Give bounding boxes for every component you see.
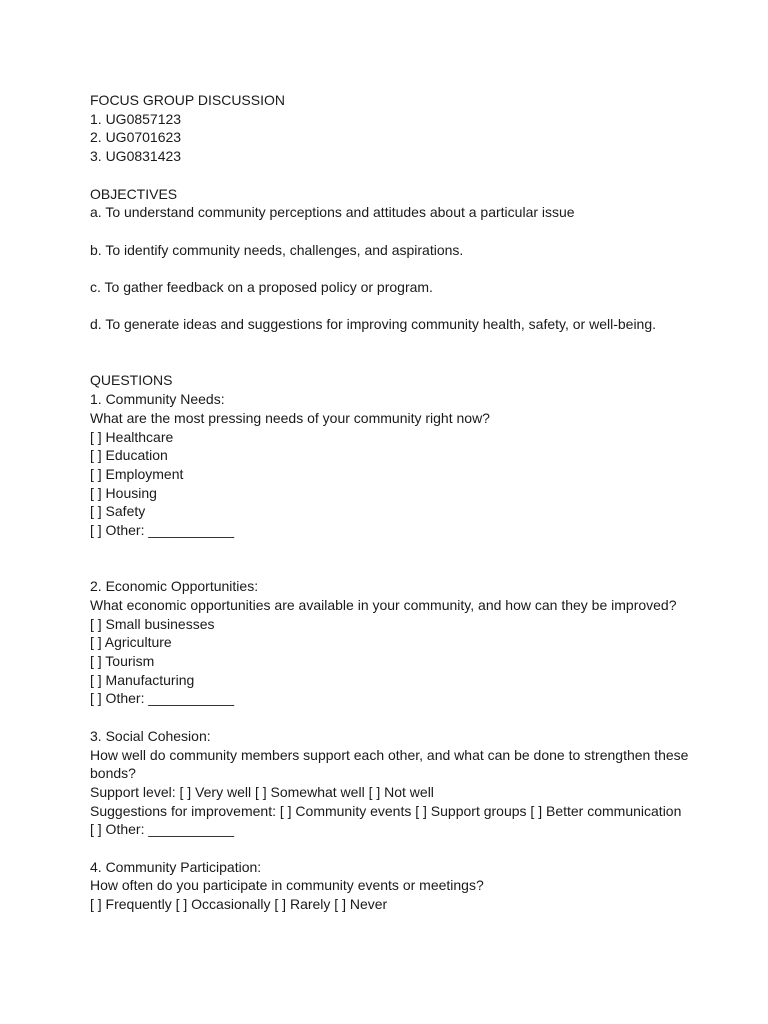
- participant-id: 2. UG0701623: [90, 129, 182, 146]
- question-title: 4. Community Participation:: [90, 858, 262, 875]
- question-title: 2. Economic Opportunities:: [90, 578, 259, 595]
- checkbox-option: [ ] Other: ___________: [90, 690, 234, 707]
- question-title: 3. Social Cohesion:: [90, 727, 211, 744]
- document-page: [90, 91, 710, 914]
- checkbox-option: [ ] Tourism: [90, 653, 155, 669]
- participant-id: 3. UG0831423: [90, 148, 182, 165]
- support-level-options: Support level: [ ] Very well [ ] Somewhat well [ ] Not well: [90, 783, 434, 800]
- question-prompt: What are the most pressing needs of your community right now?: [90, 409, 490, 426]
- document-title: FOCUS GROUP DISCUSSION: [90, 92, 285, 108]
- checkbox-option: [ ] Safety: [90, 503, 146, 520]
- checkbox-option: [ ] Manufacturing: [90, 671, 195, 688]
- questions-heading: QUESTIONS: [90, 372, 173, 389]
- checkbox-option: [ ] Small businesses: [90, 615, 215, 632]
- question-prompt: What economic opportunities are available in your community, and how can they be improved?: [90, 596, 677, 613]
- checkbox-option: [ ] Housing: [90, 484, 157, 501]
- frequency-options: [ ] Frequently [ ] Occasionally [ ] Rarely [ ] Never: [90, 896, 388, 913]
- objectives-heading: OBJECTIVES: [90, 185, 178, 202]
- checkbox-option: [ ] Healthcare: [90, 428, 174, 445]
- participant-id: 1. UG0857123: [90, 110, 182, 127]
- objective-item: a. To understand community perceptions and attitudes about a particular issue: [90, 204, 575, 221]
- objective-item: c. To gather feedback on a proposed policy or program.: [90, 278, 433, 295]
- question-prompt: How often do you participate in community events or meetings?: [90, 877, 484, 894]
- objective-item: b. To identify community needs, challenges, and aspirations.: [90, 241, 464, 258]
- checkbox-option: [ ] Employment: [90, 465, 184, 482]
- checkbox-option: [ ] Other: ___________: [90, 821, 234, 838]
- question-title: 1. Community Needs:: [90, 391, 225, 408]
- checkbox-option: [ ] Agriculture: [90, 634, 172, 651]
- checkbox-option: [ ] Education: [90, 447, 168, 464]
- question-prompt: How well do community members support each other, and what can be done to strengthen these bonds?: [90, 746, 689, 782]
- suggestion-options: Suggestions for improvement: [ ] Community events [ ] Support groups [ ] Better communication: [90, 802, 682, 819]
- objective-item: d. To generate ideas and suggestions for improving community health, safety, or well-being.: [90, 316, 657, 333]
- checkbox-option: [ ] Other: ___________: [90, 522, 234, 539]
